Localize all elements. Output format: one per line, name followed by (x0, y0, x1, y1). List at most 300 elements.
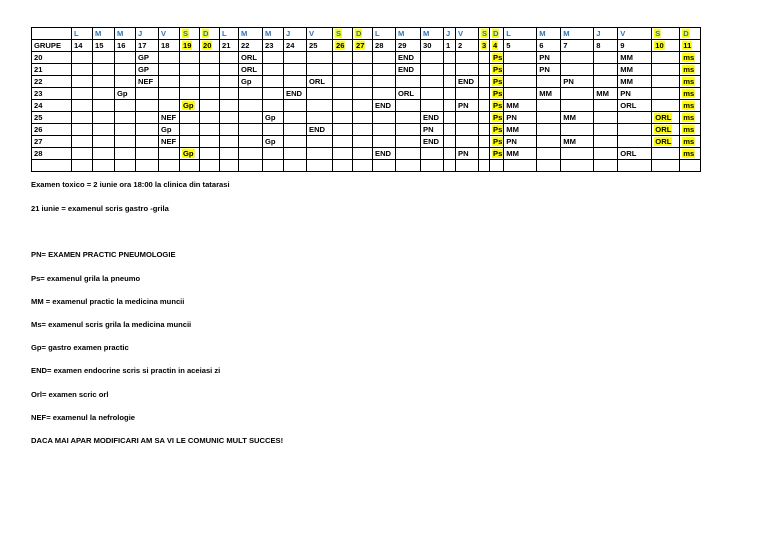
schedule-cell (136, 100, 159, 112)
legend-ms: Ms= examenul scris grila la medicina muncii (31, 320, 192, 329)
schedule-cell: MM (618, 52, 652, 64)
schedule-cell (333, 124, 353, 136)
schedule-cell (537, 148, 561, 160)
schedule-cell (136, 148, 159, 160)
schedule-cell (444, 76, 456, 88)
empty-cell (652, 160, 680, 172)
schedule-cell: END (284, 88, 307, 100)
date-cell: 8 (594, 40, 618, 52)
schedule-cell: Ps (490, 64, 504, 76)
schedule-cell (159, 76, 180, 88)
day-letter-cell: L (220, 28, 239, 40)
empty-cell (594, 160, 618, 172)
schedule-cell: ms (680, 88, 701, 100)
table-row (32, 124, 701, 136)
schedule-cell (263, 52, 284, 64)
schedule-cell (421, 76, 444, 88)
schedule-cell: Gp (180, 100, 200, 112)
empty-cell (159, 160, 180, 172)
schedule-cell (444, 52, 456, 64)
schedule-cell (115, 112, 136, 124)
schedule-cell (479, 52, 490, 64)
schedule-cell (479, 100, 490, 112)
schedule-cell (200, 112, 220, 124)
schedule-cell (537, 76, 561, 88)
day-letter-cell: J (444, 28, 456, 40)
schedule-cell (396, 136, 421, 148)
schedule-cell (284, 136, 307, 148)
schedule-cell (456, 64, 479, 76)
schedule-cell (594, 76, 618, 88)
legend-mm: MM = examenul practic la medicina muncii (31, 297, 185, 306)
schedule-cell: ORL (618, 148, 652, 160)
schedule-cell (200, 64, 220, 76)
schedule-cell (136, 136, 159, 148)
schedule-cell (159, 52, 180, 64)
day-letter-cell: V (307, 28, 333, 40)
date-cell: 26 (333, 40, 353, 52)
schedule-cell (72, 100, 93, 112)
schedule-cell: NEF (136, 76, 159, 88)
schedule-cell (72, 148, 93, 160)
day-letter-cell: J (594, 28, 618, 40)
schedule-cell (396, 76, 421, 88)
schedule-cell: END (421, 136, 444, 148)
schedule-cell (180, 136, 200, 148)
schedule-cell (456, 124, 479, 136)
empty-cell (537, 160, 561, 172)
empty-cell (490, 160, 504, 172)
schedule-cell: MM (504, 124, 537, 136)
schedule-cell (284, 100, 307, 112)
empty-cell (421, 160, 444, 172)
day-letter-cell: V (159, 28, 180, 40)
schedule-cell (200, 88, 220, 100)
schedule-cell (444, 100, 456, 112)
date-cell: 19 (180, 40, 200, 52)
schedule-cell: Gp (115, 88, 136, 100)
schedule-cell: MM (618, 76, 652, 88)
date-cell: 14 (72, 40, 93, 52)
schedule-cell (239, 112, 263, 124)
day-letter-cell: D (200, 28, 220, 40)
schedule-cell (72, 52, 93, 64)
schedule-cell (72, 124, 93, 136)
table-row (32, 64, 701, 76)
schedule-cell (373, 64, 396, 76)
schedule-cell (652, 88, 680, 100)
schedule-cell: PN (618, 88, 652, 100)
schedule-cell (239, 148, 263, 160)
date-cell: 7 (561, 40, 594, 52)
schedule-cell (504, 52, 537, 64)
schedule-cell (444, 64, 456, 76)
schedule-cell (159, 88, 180, 100)
schedule-cell: NEF (159, 136, 180, 148)
schedule-cell (72, 64, 93, 76)
group-cell: 22 (32, 76, 72, 88)
schedule-cell (284, 64, 307, 76)
schedule-cell (220, 112, 239, 124)
empty-cell (396, 160, 421, 172)
schedule-cell (220, 136, 239, 148)
schedule-cell (353, 76, 373, 88)
schedule-cell: END (456, 76, 479, 88)
schedule-cell (561, 64, 594, 76)
schedule-cell (263, 100, 284, 112)
schedule-cell (594, 124, 618, 136)
empty-cell (479, 160, 490, 172)
schedule-cell: MM (537, 88, 561, 100)
schedule-cell (353, 136, 373, 148)
schedule-cell: ORL (239, 64, 263, 76)
schedule-cell (220, 76, 239, 88)
schedule-cell (220, 100, 239, 112)
schedule-cell (72, 112, 93, 124)
schedule-cell (263, 124, 284, 136)
empty-cell (680, 160, 701, 172)
schedule-cell (479, 136, 490, 148)
day-letter-cell: L (504, 28, 537, 40)
schedule-cell (353, 100, 373, 112)
schedule-cell (333, 76, 353, 88)
schedule-cell (136, 112, 159, 124)
schedule-cell (136, 124, 159, 136)
schedule-cell (479, 88, 490, 100)
schedule-cell (456, 136, 479, 148)
schedule-cell (373, 112, 396, 124)
empty-cell (263, 160, 284, 172)
schedule-cell (594, 64, 618, 76)
schedule-cell (396, 112, 421, 124)
legend-orl: Orl= examen scric orl (31, 390, 109, 399)
group-header: GRUPE (32, 40, 72, 52)
exam-schedule-table (31, 27, 701, 172)
schedule-cell: ms (680, 112, 701, 124)
schedule-cell (93, 136, 115, 148)
schedule-cell (479, 148, 490, 160)
schedule-cell: ms (680, 136, 701, 148)
schedule-cell (504, 64, 537, 76)
schedule-cell (396, 148, 421, 160)
schedule-cell: END (396, 64, 421, 76)
schedule-cell: Ps (490, 148, 504, 160)
schedule-cell: END (307, 124, 333, 136)
date-cell: 3 (479, 40, 490, 52)
schedule-cell (652, 52, 680, 64)
schedule-cell (220, 64, 239, 76)
schedule-cell (373, 88, 396, 100)
schedule-cell (353, 148, 373, 160)
schedule-cell (307, 52, 333, 64)
schedule-cell: PN (456, 100, 479, 112)
schedule-cell (421, 64, 444, 76)
day-letter-cell: M (263, 28, 284, 40)
empty-cell (284, 160, 307, 172)
day-letter-cell: V (618, 28, 652, 40)
day-letter-cell: M (93, 28, 115, 40)
day-letter-cell: S (652, 28, 680, 40)
empty-cell (136, 160, 159, 172)
date-cell: 16 (115, 40, 136, 52)
schedule-cell (180, 76, 200, 88)
schedule-cell (479, 64, 490, 76)
date-cell: 15 (93, 40, 115, 52)
schedule-cell: ms (680, 124, 701, 136)
schedule-cell (594, 52, 618, 64)
schedule-cell: ORL (652, 124, 680, 136)
empty-cell (333, 160, 353, 172)
schedule-cell (353, 124, 373, 136)
legend-ps: Ps= examenul grila la pneumo (31, 274, 141, 283)
schedule-cell (284, 76, 307, 88)
schedule-cell: NEF (159, 112, 180, 124)
schedule-cell: END (373, 148, 396, 160)
corner-cell (32, 28, 72, 40)
schedule-cell (307, 64, 333, 76)
schedule-cell (333, 148, 353, 160)
schedule-cell: Gp (180, 148, 200, 160)
schedule-cell (284, 148, 307, 160)
schedule-cell: END (396, 52, 421, 64)
day-letter-cell: M (396, 28, 421, 40)
schedule-cell (200, 124, 220, 136)
schedule-cell (594, 148, 618, 160)
schedule-cell (373, 52, 396, 64)
legend-gp: Gp= gastro examen practic (31, 343, 129, 352)
schedule-cell (444, 148, 456, 160)
legend-pn: PN= EXAMEN PRACTIC PNEUMOLOGIE (31, 250, 176, 259)
schedule-cell (652, 76, 680, 88)
day-letters-row (32, 28, 701, 40)
day-letter-cell: S (479, 28, 490, 40)
schedule-cell: Gp (263, 112, 284, 124)
schedule-cell (284, 124, 307, 136)
schedule-cell: MM (594, 88, 618, 100)
schedule-cell (652, 148, 680, 160)
schedule-cell (456, 112, 479, 124)
day-letter-cell: S (180, 28, 200, 40)
schedule-cell (72, 76, 93, 88)
schedule-cell: MM (504, 100, 537, 112)
schedule-cell (180, 88, 200, 100)
group-cell: 21 (32, 64, 72, 76)
schedule-cell (594, 136, 618, 148)
group-cell: 23 (32, 88, 72, 100)
schedule-cell (537, 124, 561, 136)
schedule-cell (115, 148, 136, 160)
schedule-cell (93, 76, 115, 88)
schedule-cell: Ps (490, 76, 504, 88)
schedule-cell (220, 88, 239, 100)
schedule-cell (396, 124, 421, 136)
empty-cell (444, 160, 456, 172)
day-letter-cell: J (136, 28, 159, 40)
schedule-cell: END (421, 112, 444, 124)
schedule-cell (263, 148, 284, 160)
schedule-cell (444, 88, 456, 100)
empty-cell (373, 160, 396, 172)
group-cell: 25 (32, 112, 72, 124)
schedule-cell (373, 136, 396, 148)
schedule-cell: PN (504, 112, 537, 124)
schedule-cell (504, 76, 537, 88)
schedule-cell (537, 136, 561, 148)
schedule-cell (456, 88, 479, 100)
schedule-cell (421, 100, 444, 112)
schedule-cell (239, 88, 263, 100)
schedule-cell (652, 64, 680, 76)
schedule-cell (220, 148, 239, 160)
schedule-cell (479, 112, 490, 124)
schedule-cell: PN (537, 52, 561, 64)
schedule-cell (479, 76, 490, 88)
schedule-cell (263, 76, 284, 88)
schedule-cell: ORL (618, 100, 652, 112)
date-cell: 23 (263, 40, 284, 52)
schedule-cell (353, 112, 373, 124)
schedule-cell (561, 148, 594, 160)
date-cell: 29 (396, 40, 421, 52)
schedule-cell: Ps (490, 100, 504, 112)
schedule-cell (444, 136, 456, 148)
schedule-cell (307, 112, 333, 124)
schedule-cell (72, 88, 93, 100)
schedule-cell: GP (136, 64, 159, 76)
final-message: DACA MAI APAR MODIFICARI AM SA VI LE COMUNIC MULT SUCCES! (31, 436, 284, 445)
schedule-cell (353, 64, 373, 76)
schedule-cell (72, 136, 93, 148)
empty-cell (72, 160, 93, 172)
empty-cell (93, 160, 115, 172)
note-gastro: 21 iunie = examenul scris gastro -grila (31, 204, 169, 213)
schedule-cell (537, 100, 561, 112)
schedule-cell: PN (504, 136, 537, 148)
table-row (32, 136, 701, 148)
schedule-cell (373, 124, 396, 136)
day-letter-cell: L (72, 28, 93, 40)
schedule-cell (444, 112, 456, 124)
schedule-cell (115, 52, 136, 64)
schedule-cell (93, 64, 115, 76)
schedule-cell (93, 148, 115, 160)
schedule-cell (93, 52, 115, 64)
schedule-cell (561, 88, 594, 100)
schedule-cell (561, 52, 594, 64)
schedule-cell (220, 52, 239, 64)
table-row (32, 52, 701, 64)
note-toxico: Examen toxico = 2 iunie ora 18:00 la clinica din tatarasi (31, 180, 230, 189)
empty-cell (504, 160, 537, 172)
schedule-cell (353, 88, 373, 100)
schedule-cell (93, 112, 115, 124)
schedule-cell: Ps (490, 52, 504, 64)
date-cell: 30 (421, 40, 444, 52)
schedule-cell: ms (680, 64, 701, 76)
schedule-cell (159, 100, 180, 112)
date-cell: 11 (680, 40, 701, 52)
date-cell: 24 (284, 40, 307, 52)
schedule-cell (93, 124, 115, 136)
schedule-cell: Ps (490, 136, 504, 148)
schedule-cell: PN (537, 64, 561, 76)
schedule-cell (136, 88, 159, 100)
schedule-cell: ORL (652, 112, 680, 124)
schedule-cell (263, 88, 284, 100)
schedule-cell: MM (561, 136, 594, 148)
schedule-cell: MM (618, 64, 652, 76)
schedule-cell: Gp (239, 76, 263, 88)
schedule-cell (537, 112, 561, 124)
day-letter-cell: V (456, 28, 479, 40)
group-cell: 27 (32, 136, 72, 148)
schedule-cell (652, 100, 680, 112)
schedule-cell (200, 52, 220, 64)
empty-cell (353, 160, 373, 172)
group-cell: 26 (32, 124, 72, 136)
schedule-cell: PN (421, 124, 444, 136)
schedule-cell (180, 52, 200, 64)
schedule-cell (180, 64, 200, 76)
schedule-cell: Gp (263, 136, 284, 148)
schedule-cell: ORL (307, 76, 333, 88)
schedule-cell (284, 52, 307, 64)
empty-cell (115, 160, 136, 172)
date-cell: 21 (220, 40, 239, 52)
schedule-cell: GP (136, 52, 159, 64)
schedule-cell (421, 148, 444, 160)
schedule-cell (93, 88, 115, 100)
schedule-cell (159, 148, 180, 160)
empty-cell (239, 160, 263, 172)
schedule-cell: ORL (239, 52, 263, 64)
empty-cell (200, 160, 220, 172)
legend-end: END= examen endocrine scris si practin in aceiasi zi (31, 366, 221, 375)
schedule-cell (396, 100, 421, 112)
schedule-cell (93, 100, 115, 112)
schedule-cell (561, 100, 594, 112)
empty-row (32, 160, 701, 172)
schedule-cell: Ps (490, 112, 504, 124)
schedule-cell: MM (504, 148, 537, 160)
schedule-cell (456, 52, 479, 64)
schedule-cell (220, 124, 239, 136)
table-row (32, 148, 701, 160)
schedule-cell: END (373, 100, 396, 112)
schedule-cell (307, 136, 333, 148)
date-cell: 27 (353, 40, 373, 52)
date-cell: 4 (490, 40, 504, 52)
date-cell: 9 (618, 40, 652, 52)
empty-cell (618, 160, 652, 172)
group-cell: 24 (32, 100, 72, 112)
legend-nef: NEF= examenul la nefrologie (31, 413, 136, 422)
schedule-cell (180, 124, 200, 136)
empty-cell (180, 160, 200, 172)
schedule-cell (421, 88, 444, 100)
schedule-cell (333, 88, 353, 100)
table-row (32, 88, 701, 100)
schedule-cell (239, 136, 263, 148)
schedule-cell (284, 112, 307, 124)
day-letter-cell: M (115, 28, 136, 40)
schedule-cell: PN (561, 76, 594, 88)
schedule-cell (444, 124, 456, 136)
schedule-cell (618, 136, 652, 148)
date-cell: 1 (444, 40, 456, 52)
schedule-cell (239, 124, 263, 136)
schedule-cell (333, 136, 353, 148)
